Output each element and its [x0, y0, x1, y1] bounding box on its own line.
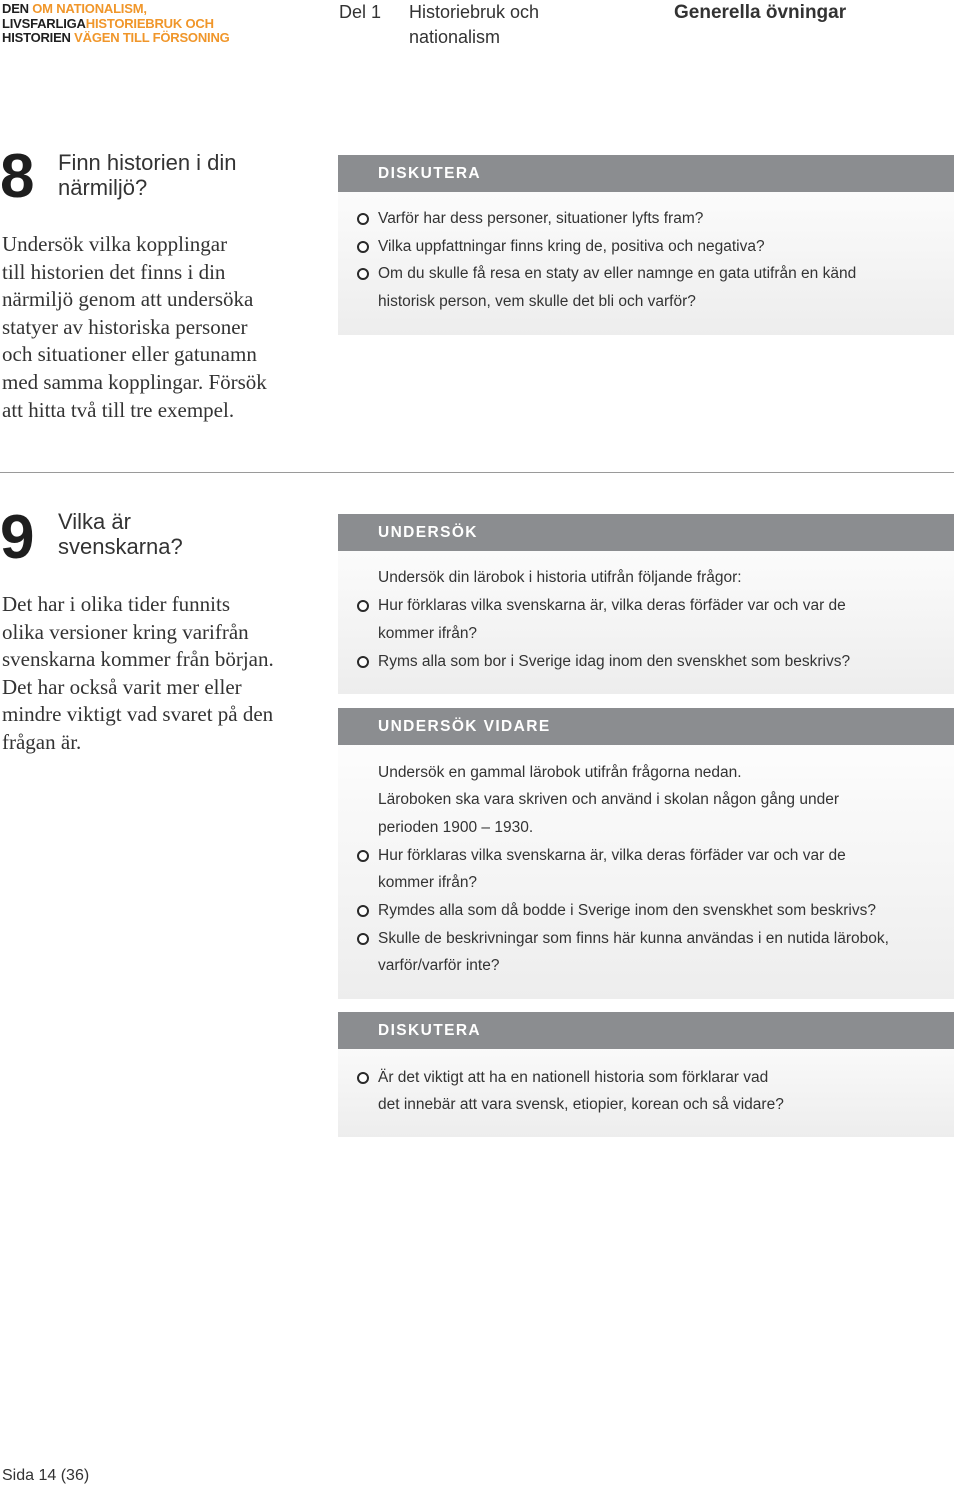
exercise-9-number: 9	[0, 503, 33, 572]
bullet-icon	[357, 905, 369, 917]
question-line: historisk person, vem skulle det bli och varför?	[378, 293, 696, 310]
logo-line-1: DEN OM NATIONALISM,	[2, 1, 147, 16]
bullet-icon	[357, 241, 369, 253]
question-line: Om du skulle få resa en staty av eller namnge en gata utifrån en känd	[378, 265, 857, 282]
logo-line-3: HISTORIEN VÄGEN TILL FÖRSONING	[2, 30, 230, 45]
section-divider	[0, 472, 954, 473]
exercise-8-body	[2, 231, 302, 424]
bullet-icon	[357, 600, 369, 612]
body-line: statyer av historiska personer	[2, 314, 248, 339]
exercise-8-title	[58, 150, 237, 200]
question-line: Hur förklaras vilka svenskarna är, vilka deras förfäder var och var de	[378, 847, 846, 864]
bullet-icon	[357, 268, 369, 280]
exercise-8-title-line-1: Finn historien i din	[58, 150, 237, 175]
intro-line: Undersök en gammal lärobok utifrån frågorna nedan.	[378, 764, 742, 781]
part-label: Del 1	[339, 2, 382, 22]
panel-header	[338, 1012, 954, 1049]
body-line: svenskarna kommer från början.	[2, 647, 274, 672]
discuss-panel-9	[338, 1012, 954, 1137]
question-line: Vilka uppfattningar finns kring de, positiva och negativa?	[378, 238, 765, 255]
body-line: att hitta två till tre exempel.	[2, 397, 235, 422]
question-line: Ryms alla som bor i Sverige idag inom den svenskhet som beskrivs?	[378, 653, 851, 670]
body-line: och situationer eller gatunamn	[2, 342, 257, 367]
panel-heading: UNDERSÖK	[378, 524, 478, 541]
question-line: Rymdes alla som då bodde i Sverige inom den svenskhet som beskrivs?	[378, 902, 876, 919]
bullet-icon	[357, 850, 369, 862]
body-line: Undersök vilka kopplingar	[2, 232, 228, 256]
logo-line-2: LIVSFARLIGAHISTORIEBRUK OCH	[2, 15, 214, 31]
intro-line: perioden 1900 – 1930.	[378, 819, 534, 836]
question-line: Är det viktigt att ha en nationell historia som förklarar vad	[378, 1069, 769, 1086]
intro-line: Undersök din lärobok i historia utifrån följande frågor:	[378, 569, 742, 586]
question-line: Varför har dess personer, situationer lyfts fram?	[378, 210, 704, 227]
exercise-9-title-line-1: Vilka är	[58, 509, 131, 534]
body-line: Det har i olika tider funnits	[2, 592, 231, 616]
exercise-9-title-line-2: svenskarna?	[58, 534, 183, 559]
investigate-further-panel	[338, 708, 954, 999]
question-line: kommer ifrån?	[378, 874, 478, 891]
exercise-8-title-line-2: närmiljö?	[58, 175, 148, 200]
panel-heading: DISKUTERA	[378, 165, 482, 182]
page-title: Generella övningar	[674, 2, 847, 23]
topic-label	[409, 0, 609, 50]
bullet-icon	[357, 933, 369, 945]
question-line: Hur förklaras vilka svenskarna är, vilka deras förfäder var och var de	[378, 597, 846, 614]
panel-heading: DISKUTERA	[378, 1022, 482, 1039]
question-line: Skulle de beskrivningar som finns här kunna användas i en nutida lärobok,	[378, 930, 889, 947]
body-line: frågan är.	[2, 729, 82, 754]
body-line: Det har också varit mer eller	[2, 674, 242, 699]
page-number: Sida 14 (36)	[2, 1467, 90, 1484]
exercise-8-number: 8	[0, 142, 33, 211]
question-line: kommer ifrån?	[378, 625, 478, 642]
body-line: olika versioner kring varifrån	[2, 619, 249, 644]
publication-logo	[2, 2, 230, 46]
panel-heading: UNDERSÖK VIDARE	[378, 718, 551, 735]
topic-line-2: nationalism	[409, 27, 501, 47]
investigate-panel	[338, 514, 954, 694]
bullet-icon	[357, 213, 369, 225]
topic-line-1: Historiebruk och	[409, 2, 540, 22]
exercise-9-body	[2, 591, 302, 757]
question-line: varför/varför inte?	[378, 957, 500, 974]
bullet-icon	[357, 656, 369, 668]
panel-header	[338, 514, 954, 551]
exercise-9-title	[58, 509, 183, 559]
discuss-panel-8	[338, 155, 954, 335]
question-line: det innebär att vara svensk, etiopier, korean och så vidare?	[378, 1096, 784, 1113]
panel-header	[338, 155, 954, 192]
intro-line: Läroboken ska vara skriven och använd i skolan någon gång under	[378, 791, 840, 808]
panel-header	[338, 708, 954, 745]
bullet-icon	[357, 1072, 369, 1084]
body-line: närmiljö genom att undersöka	[2, 287, 254, 312]
body-line: till historien det finns i din	[2, 259, 226, 284]
body-line: mindre viktigt vad svaret på den	[2, 702, 274, 727]
body-line: med samma kopplingar. Försök	[2, 369, 267, 394]
